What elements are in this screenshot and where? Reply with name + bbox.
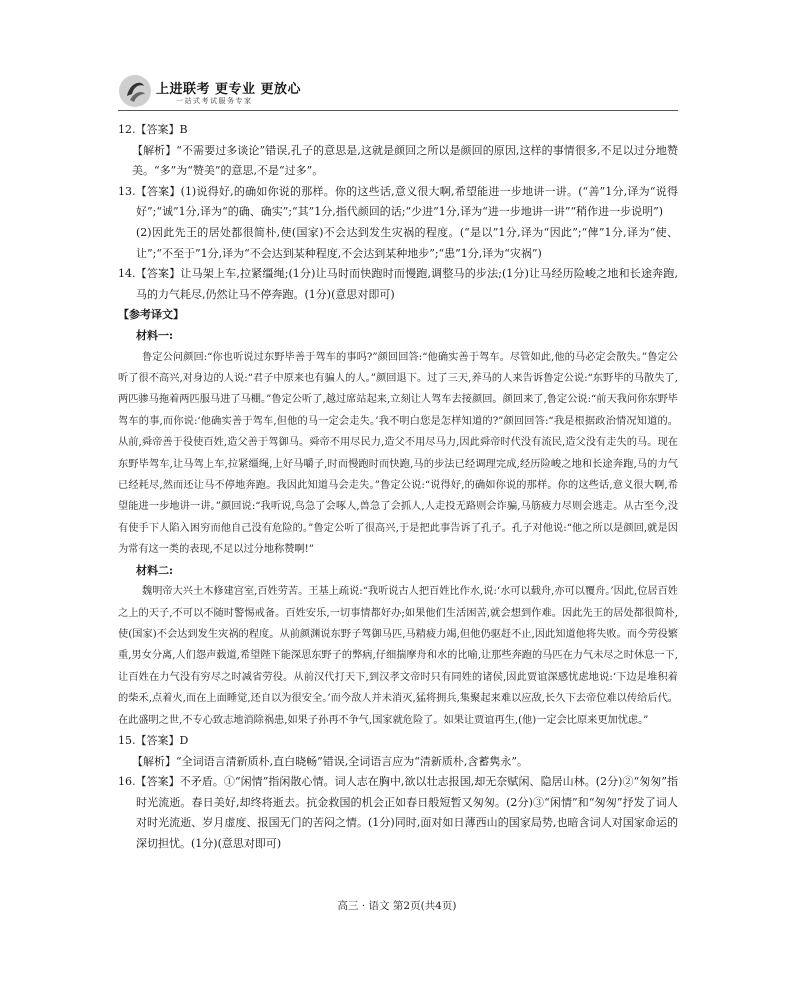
q15-analysis: 【解析】“全词语言清新质朴,直白晓畅”错误,全词语言应为“清新质朴,含蓄隽永”。 xyxy=(132,754,528,768)
material2-translation: 魏明帝大兴土木修建宫室,百姓劳苦。王基上疏说:“我听说古人把百姓比作水,说:‘水可以载舟,亦可以覆舟。’因此,位居百姓之上的天子,不可以不随时警惕戒备。百姓安乐,一切事情都好办;如果他们生活困苦,就会想到作难。因此先王的居处都很简朴,使(国家)不会达到发生灾祸的程度。从前颜渊说东野子驾御马匹,马精疲力竭,但他仍驱赶不止,因此知道他将失败。而今劳役繁重,男女分离,人们怨声载道,希望陛下能深思东野子的弊病,仔细揣摩舟和水的比喻,让那些奔跑的马匹在力气未尽之时休息一下,让百姓在力气没有穷尽之时减省劳役。从前汉代打天下,到汉孝文帝时只有同姓的诸侯,因此贾谊深感忧虑地说:‘下边是堆积着的柴禾,点着火,而在上面睡觉,还自以为很安全。’而今敌人并未消灭,猛将拥兵,集聚起来难以应敌,长久下去帝位难以传给后代。在此盛明之世,不专心致志地消除祸患,如果子孙再不争气,国家就危险了。如果让贾谊再生,(他)一定会比原来更加忧虑。” xyxy=(118,586,678,726)
material1-translation: 鲁定公问颜回:“你也听说过东野毕善于驾车的事吗?”颜回回答:“他确实善于驾车。尽管如此,他的马必定会散失。”鲁定公听了很不高兴,对身边的人说:“君子中原来也有骗人的人。”颜回退下。过了三天,养马的人来告诉鲁定公说:“东野毕的马散失了,两匹骖马拖着两匹服马进了马棚。”鲁定公听了,越过席站起来,立刻让人驾车去接颜回。颜回来了,鲁定公说:“前天我问你东野毕驾车的事,而你说:‘他确实善于驾车,但他的马一定会走失。’我不明白您是怎样知道的?”颜回回答:“我是根据政治情况知道的。从前,舜帝善于役使百姓,造父善于驾御马。舜帝不用尽民力,造父不用尽马力,因此舜帝时代没有流民,造父没有走失的马。现在东野毕驾车,让马驾上车,拉紧缰绳,上好马嚼子,时而慢跑时而快跑,马的步法已经调理完成,经历险峻之地和长途奔跑,马的力气已经耗尽,然而还让马不停地奔跑。我因此知道马会走失。”鲁定公说:“说得好,的确如你说的那样。你的这些话,意义很大啊,希望能进一步地讲一讲。”颜回说:“我听说,鸟急了会啄人,兽急了会抓人,人走投无路则会诈骗,马筋疲力尽则会逃走。从古至今,没有使手下人陷入困穷而他自己没有危险的。”鲁定公听了很高兴,于是把此事告诉了孔子。孔子对他说:“他之所以是颜回,就是因为常有这一类的表现,不足以过分地称赞啊!” xyxy=(118,351,678,556)
q16-answer: 16.【答案】不矛盾。①“闲情”指闲散心情。词人志在胸中,欲以壮志报国,却无奈赋闲、隐居山林。(2分)②“匆匆”指时光流逝。春日美好,却终将逝去。抗金救国的机会正如春日般短暂又匆匆。(2分)③“闲情”和“匆匆”抒发了词人对时光流逝、岁月虚度、报国无门的苦闷之情。(1分)同时,面对如日薄西山的国家局势,也暗含词人对国家命运的深切担忧。(1分)(意思对即可) xyxy=(118,775,678,850)
material1-title: 材料一: xyxy=(136,328,174,342)
q14-answer: 14.【答案】让马架上车,拉紧缰绳;(1分)让马时而快跑时而慢跑,调整马的步法;(1分)让马经历险峻之地和长途奔跑,马的力气耗尽,仍然让马不停奔跑。(1分)(意思对即可) xyxy=(118,267,678,301)
answer-content xyxy=(118,120,678,855)
q13-part2: (2)因此先王的居处都很简朴,使(国家)不会达到发生灾祸的程度。(“是以”1分,译为“因此”;“俾”1分,译为“使、让”;“不至于”1分,译为“不会达到某种程度,不会达到某种地步”;“患”1分,译为“灾祸”) xyxy=(136,225,678,260)
material2-title: 材料二: xyxy=(136,563,174,577)
page-footer: 高三 · 语文 第2页(共4页) xyxy=(337,900,457,912)
brand-name: 上进联考 更专业 更放心 xyxy=(156,82,302,97)
brand-tagline: 一站式考试服务专家 xyxy=(176,97,253,105)
header-divider xyxy=(118,110,678,111)
brand-logo-icon xyxy=(118,74,152,108)
q12-answer: 12.【答案】B xyxy=(118,123,188,136)
reference-translation-title: 【参考译文】 xyxy=(118,308,184,322)
q13-answer: 13.【答案】(1)说得好,的确如你说的那样。你的这些话,意义很大啊,希望能进一步地讲一讲。(“善”1分,译为“说得好”;“诚”1分,译为“的确、确实”;“其”1分,指代颜回的话;“少进”1分,译为“进一步地讲一讲”“稍作进一步说明”) xyxy=(118,184,678,219)
q15-answer: 15.【答案】D xyxy=(118,734,189,748)
q12-analysis: 【解析】“不需要过多谈论”错误,孔子的意思是,这就是颜回之所以是颜回的原因,这样的事情很多,不足以过分地赞美。“多”为“赞美”的意思,不是“过多”。 xyxy=(132,143,678,178)
header xyxy=(118,74,418,114)
